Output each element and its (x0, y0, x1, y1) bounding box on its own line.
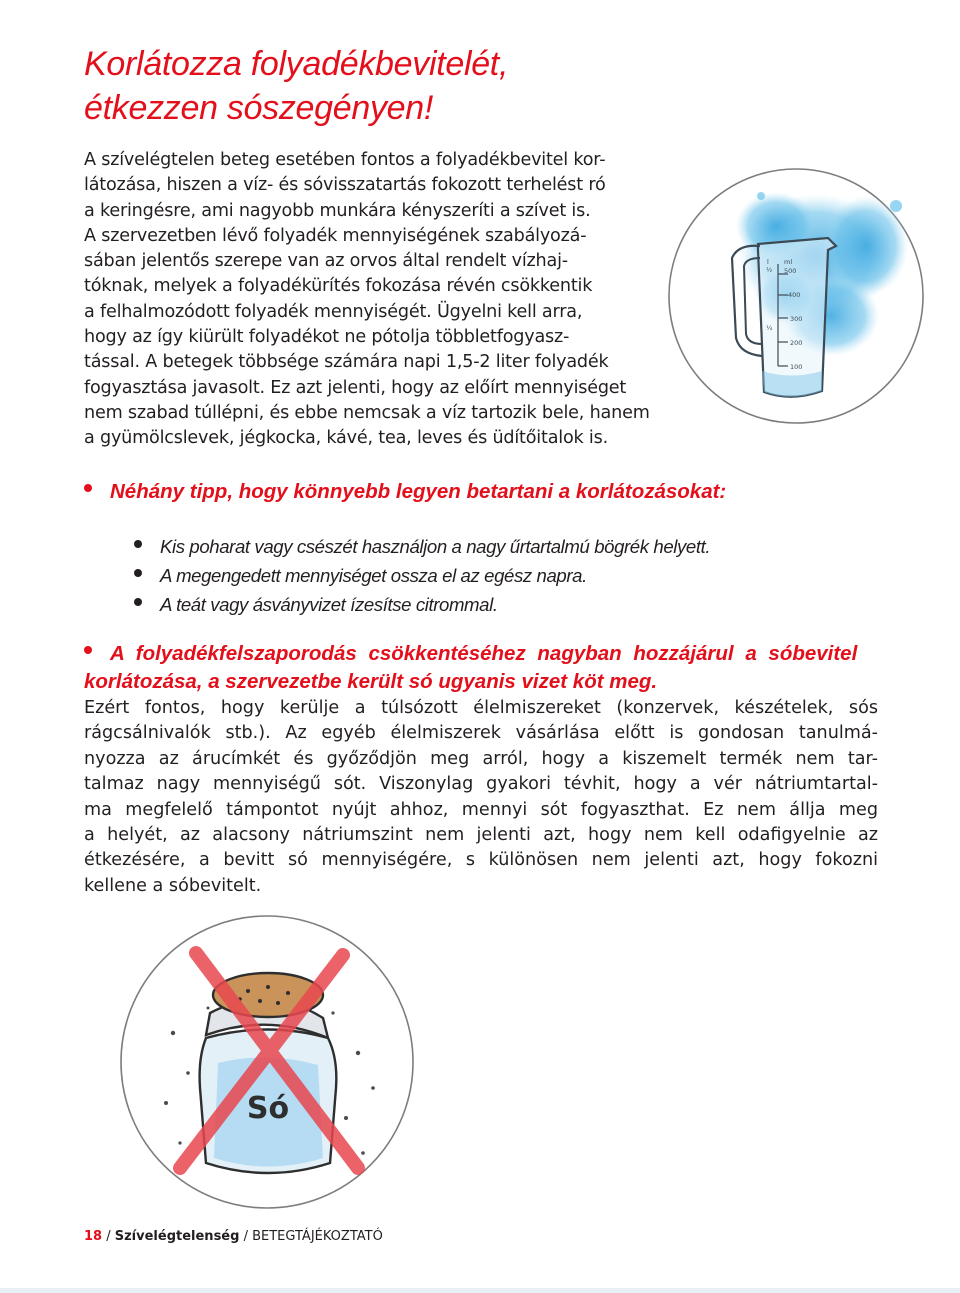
salt-heading-line-1: A folyadékfelszaporodás csökkentéséhez nagyban hozzájárul a sóbevitel (110, 642, 858, 665)
list-item-text: A teát vagy ásványvizet ízesítse citrommal. (160, 594, 498, 615)
red-dot-icon (84, 484, 92, 492)
salt-shaker (200, 973, 337, 1173)
salt-heading-line-2: korlátozása, a szervezetbe került só ugyanis vizet köt meg. (84, 670, 658, 693)
black-dot-icon (134, 598, 142, 606)
tips-heading-text: Néhány tipp, hogy könnyebb legyen betartani a korlátozásokat: (110, 480, 727, 503)
salt-heading (84, 640, 878, 696)
footer-separator: / (102, 1229, 115, 1244)
tips-list (134, 532, 874, 619)
salt-line: nyozza az árucímkét és győződjön meg arról, hogy a kiszemelt termék nem tar- (84, 748, 878, 769)
list-item (134, 590, 874, 619)
page-number: 18 (84, 1229, 103, 1244)
title-line-2: étkezzen sószegényen! (84, 89, 434, 127)
intro-line: A szívelégtelen beteg esetében fontos a folyadékbevitel kor- (84, 150, 606, 170)
page-title (84, 42, 684, 130)
intro-line: hogy az így kiürült folyadékot ne pótolja többletfogyasz- (84, 327, 570, 348)
page-footer (84, 1229, 383, 1244)
jug-label-500: 500 (784, 267, 797, 275)
footer-separator: / (239, 1229, 253, 1244)
black-dot-icon (134, 540, 142, 548)
intro-line: A szervezetben lévő folyadék mennyiségének szabályozá- (84, 225, 587, 246)
salt-line: Ezért fontos, hogy kerülje a túlsózott élelmiszereket (konzervek, készételek, sós (84, 698, 878, 718)
intro-line: fogyasztása javasolt. Ez azt jelenti, hogy az előírt mennyiséget (84, 377, 627, 398)
salt-line: rágcsálnivalók stb.). Az egyéb élelmiszerek vásárlása előtt is gondosan tanulmá- (84, 723, 878, 744)
intro-line: tóknak, melyek a folyadékürítés fokozása révén csökkentik (84, 276, 593, 297)
jug-label-200: 200 (790, 339, 803, 347)
intro-line: a gyümölcslevek, jégkocka, kávé, tea, leves és üdítőitalok is. (84, 428, 608, 449)
jug-label-l: l (767, 258, 769, 266)
intro-line: nem szabad túllépni, és ebbe nemcsak a víz tartozik bele, hanem (84, 402, 650, 423)
list-item-text: A megengedett mennyiséget ossza el az egész napra. (160, 565, 587, 586)
footer-doc-type: BETEGTÁJÉKOZTATÓ (252, 1229, 383, 1244)
list-item (134, 561, 874, 590)
intro-line: látozása, hiszen a víz- és sóvisszatartás fokozott terhelést ró (84, 175, 606, 196)
crossed-salt-shaker-illustration (118, 913, 416, 1211)
salt-line: kellene a sóbevitelt. (84, 875, 262, 896)
bottom-rule (0, 1288, 960, 1293)
title-line-1: Korlátozza folyadékbevitelét, (84, 45, 509, 83)
salt-line: talmaz nagy mennyiségű sót. Viszonylag gyakori tévhit, hogy a vér nátriumtartal- (84, 774, 878, 795)
measuring-jug-illustration (666, 166, 926, 426)
jug-label-half: ½ (766, 266, 773, 274)
intro-paragraph (84, 148, 704, 452)
intro-line: a felhalmozódott folyadék mennyiségét. Ügyelni kell arra, (84, 301, 583, 322)
list-item-text: Kis poharat vagy csészét használjon a nagy űrtartalmú bögrék helyett. (160, 536, 711, 557)
salt-line: a helyét, az alacsony nátriumszint nem jelenti azt, hogy nem kell odafigyelnie az (84, 825, 878, 846)
jug-label-300: 300 (790, 315, 803, 323)
salt-label: Só (246, 1091, 290, 1126)
jug-label-ml: ml (784, 258, 793, 266)
salt-line: étkezésére, a bevitt só mennyiségére, s különösen nem jelenti azt, hogy fokozni (84, 850, 878, 871)
black-dot-icon (134, 569, 142, 577)
salt-line: ma megfelelő támpontot nyújt ahhoz, mennyi sót fogyaszthat. Ez nem állja meg (84, 799, 878, 820)
intro-line: tással. A betegek többsége számára napi 1,5-2 liter folyadék (84, 352, 609, 373)
jug-label-100: 100 (790, 363, 803, 371)
jug-label-quarter: ¼ (766, 324, 773, 332)
salt-paragraph (84, 696, 878, 899)
intro-line: sában jelentős szerepe van az orvos által rendelt vízhaj- (84, 251, 568, 272)
jug-label-400: 400 (788, 291, 801, 299)
red-dot-icon (84, 646, 92, 654)
intro-line: a keringésre, ami nagyobb munkára kényszeríti a szívet is. (84, 200, 591, 221)
list-item (134, 532, 874, 561)
footer-section: Szívelégtelenség (114, 1229, 240, 1244)
